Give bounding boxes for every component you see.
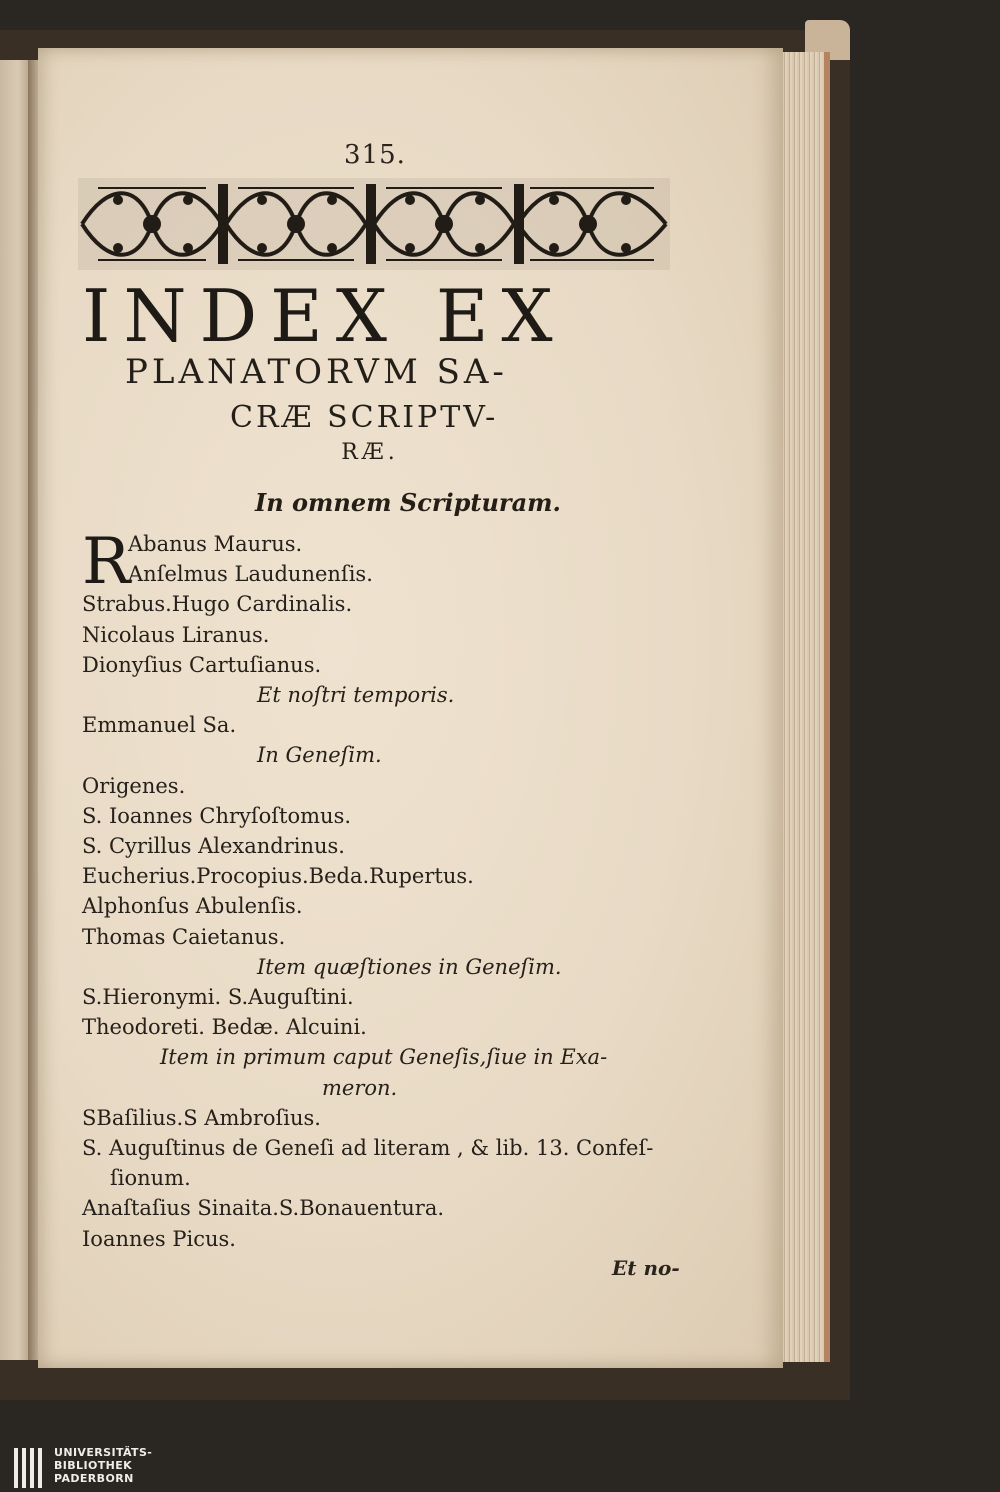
page-block-edge [782, 52, 830, 1362]
index-entry: Theodoreti. Bedæ. Alcuini. [82, 1015, 367, 1040]
index-entry: Item in primum caput Geneſis,ſiue in Exa- [160, 1045, 608, 1070]
index-entry: SBaſilius.S Ambroſius. [82, 1105, 321, 1130]
index-entry: S. Ioannes Chryſoſtomus. [82, 803, 352, 828]
index-entry: Abanus Maurus. [128, 532, 303, 556]
library-logo-icon [14, 1448, 48, 1488]
index-entry: Nicolaus Liranus. [82, 622, 270, 647]
index-entry: Strabus.Hugo Cardinalis. [82, 592, 353, 617]
title-line-4: RÆ. [341, 440, 399, 465]
index-entry: Et noſtri temporis. [257, 683, 455, 707]
index-entry: Anaſtaſius Sinaita.S.Bonauentura. [82, 1196, 445, 1221]
left-page-edge [0, 60, 30, 1360]
library-name-line: BIBLIOTHEK [54, 1459, 133, 1472]
library-name-line: UNIVERSITÄTS- [54, 1446, 153, 1459]
library-name-line: PADERBORN [54, 1472, 134, 1485]
index-entry: In Geneſim. [257, 743, 382, 768]
library-footer [0, 1408, 1000, 1492]
index-entry: S.Hieronymi. S.Auguſtini. [82, 985, 354, 1009]
title-line-1: INDEX EX [82, 274, 566, 358]
index-entry: Eucherius.Procopius.Beda.Rupertus. [82, 864, 474, 889]
section-heading: In omnem Scripturam. [255, 488, 561, 517]
index-entry: Alphonſus Abulenſis. [82, 894, 303, 919]
catchword: Et no- [612, 1256, 680, 1280]
page-number: 315. [344, 140, 406, 170]
title-line-3: CRÆ SCRIPTV- [230, 400, 499, 435]
ornamental-header-band [78, 178, 670, 270]
drop-cap: R [82, 525, 131, 599]
index-entry: Anſelmus Laudunenſis. [128, 562, 373, 587]
index-entry: S. Auguſtinus de Geneſi ad literam , & lib. 13. Confeſ- [82, 1136, 654, 1160]
index-entry: Origenes. [82, 773, 186, 798]
index-entry: Ioannes Picus. [82, 1226, 236, 1251]
index-entry: meron. [322, 1075, 398, 1100]
index-entry: ſionum. [110, 1166, 191, 1191]
index-entry: Item quæſtiones in Geneſim. [257, 954, 562, 979]
index-entry: Dionyſius Cartuſianus. [82, 652, 322, 677]
index-entry: Thomas Caietanus. [82, 924, 286, 949]
title-line-2: PLANATORVM SA- [125, 352, 508, 392]
index-entry: Emmanuel Sa. [82, 713, 237, 738]
library-name [54, 1446, 194, 1485]
index-entry: S. Cyrillus Alexandrinus. [82, 834, 345, 858]
